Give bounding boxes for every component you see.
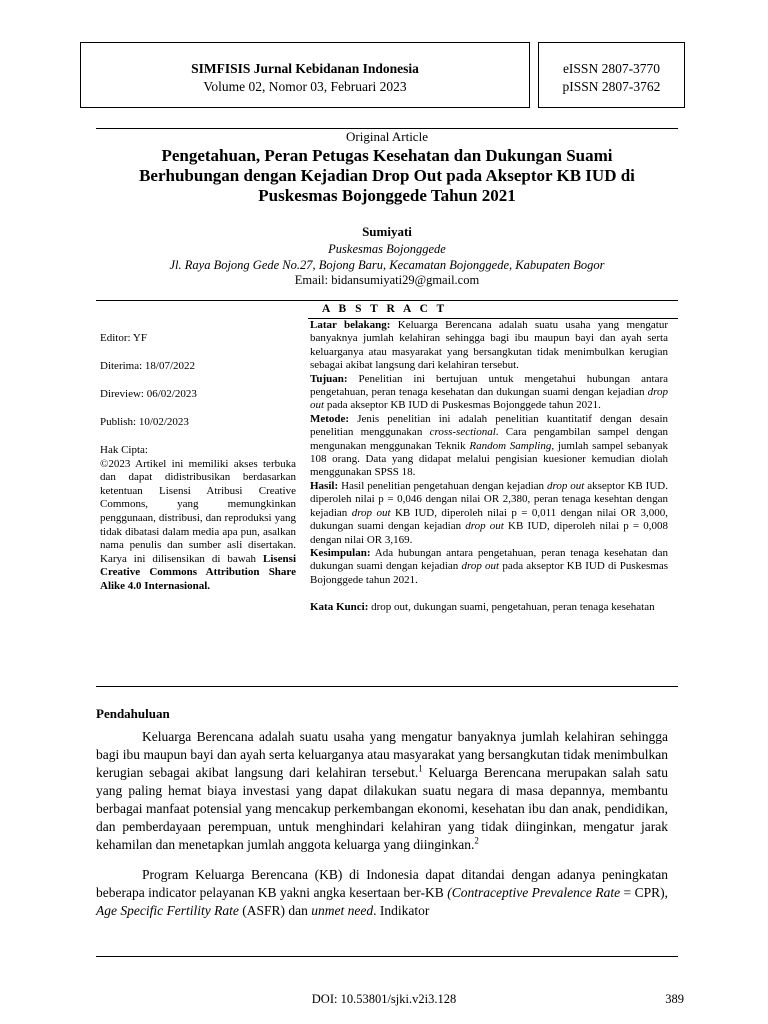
abstract-aim: Tujuan: Penelitian ini bertujuan untuk mengetahui hubungan antara pengetahuan, peran tenaga kesehatan dan dukungan suami dengan kejadian drop out pada akseptor KB IUD di Puskesmas Bojonggede tahun 2021.	[310, 372, 669, 412]
author-name: Sumiyati	[362, 224, 412, 239]
copyright-block	[100, 444, 296, 594]
intro-paragraph-1: Keluarga Berencana adalah suatu usaha yang mengatur banyaknya jumlah kelahiran sehingga bagi ibu maupun bayi dan ayah serta keluarganya atau masyarakat yang bersangkutan tidak menimbulkan kerugian sebagai akibat langsung dari kelahiran tersebut.$^1$ Keluarga Berencana merupakan salah satu yang paling hemat biaya investasi yang dapat dilakukan suatu negara di masa depannya, membantu berbagai manfaat potensial yang mencakup perkembangan ekonomi, kesehatan ibu dan anak, pendidikan, dan pemberdayaan perempuan, untuk menghindari kelahiran yang tidak diinginkan, mengatur jarak kehamilan dan menetapkan jumlah anggota keluarga yang diinginkan.$^2$	[96, 729, 668, 852]
abstract-heading: A B S T R A C T	[322, 303, 448, 315]
author-affiliation: Puskesmas Bojonggede	[328, 242, 446, 256]
footer-doi[interactable]: DOI: 10.53801/sjki.v2i3.128	[311, 992, 457, 1006]
intro-paragraph-2: Program Keluarga Berencana (KB) di Indonesia dapat ditandai dengan adanya peningkatan beberapa indicator pelayanan KB yakni angka kesertaan ber-KB (Contraceptive Prevalence Rate = CPR), Age Specific Fertility Rate (ASFR) dan unmet need. Indikator	[96, 867, 668, 918]
abstract-conclusion: Kesimpulan: Ada hubungan antara pengetahuan, peran tenaga kesehatan dan dukungan suami dengan kejadian drop out pada akseptor KB IUD di Puskesmas Bojonggede tahun 2021.	[310, 546, 669, 586]
received-date: Diterima: 18/07/2022	[100, 360, 196, 372]
copyright-text: ©2023 Artikel ini memiliki akses terbuka dan dapat didistribusikan berdasarkan ketentuan Lisensi Atribusi Creative Commons, yang memungkinkan penggunaan, distribusi, dan reproduksi yang tidak dibatasi dalam media apa pun, asalkan nama penulis dan sumber asli disertakan. Karya ini dilisensikan di bawah Lisensi Creative Commons Attribution Share Alike 4.0 Internasional.	[100, 457, 296, 592]
journal-volume: Volume 02, Nomor 03, Februari 2023	[203, 79, 407, 94]
reviewed-date: Direview: 06/02/2023	[100, 388, 197, 400]
abstract-method: Metode: Jenis penelitian ini adalah penelitian kuantitatif dengan desain penelitian menggunakan cross-sectional. Cara pengambilan sampel dengan mengunakan menggunakan Teknik Random Sampling, jumlah sampel sebanyak 108 orang. Data yang didapat melalui pengisian kuesioner kemudian diolah menggunakan SPSS 18.	[310, 412, 669, 479]
footer-rule	[96, 956, 678, 957]
author-email[interactable]: Email: bidansumiyati29@gmail.com	[294, 273, 480, 287]
journal-name: SIMFISIS Jurnal Kebidanan Indonesia	[191, 61, 419, 76]
reference-2[interactable]: 2	[474, 835, 479, 846]
editor-info: Editor: YF	[100, 332, 147, 344]
article-title: Pengetahuan, Peran Petugas Kesehatan dan Dukungan Suami Berhubungan dengan Kejadian Drop Out pada Akseptor KB IUD di Puskesmas Bojonggede Tahun 2021	[139, 146, 635, 205]
abstract-top-rule	[96, 300, 678, 301]
section-heading-introduction: Pendahuluan	[96, 706, 170, 721]
article-type: Original Article	[346, 129, 428, 144]
introduction-body	[96, 728, 668, 920]
pissn: pISSN 2807-3762	[562, 79, 661, 94]
license-name[interactable]: Lisensi Creative Commons Attribution Share Alike 4.0 Internasional.	[100, 552, 296, 592]
abstract-result: Hasil: Hasil penelitian pengetahuan dengan kejadian drop out akseptor KB IUD. diperoleh nilai p = 0,046 dengan nilai OR 2,380, peran tenaga kesehtan dengan kejadian drop out KB IUD, diperoleh nilai p = 0,011 dengan nilai OR 3,000, dukungan suami dengan kejadian drop out KB IUD, diperoleh nilai p = 0,008 dengan nilai OR 3,169.	[310, 479, 669, 546]
published-date: Publish: 10/02/2023	[100, 416, 189, 428]
abstract-bottom-rule	[96, 686, 678, 687]
copyright-label: Hak Cipta:	[100, 444, 148, 456]
journal-header-box	[80, 42, 530, 108]
issn-box	[538, 42, 685, 108]
reference-1[interactable]: 1	[418, 763, 423, 774]
page-number: 389	[665, 992, 684, 1006]
eissn: eISSN 2807-3770	[562, 61, 661, 76]
abstract-keywords: Kata Kunci: drop out, dukungan suami, pengetahuan, peran tenaga kesehatan	[310, 601, 655, 614]
author-address: Jl. Raya Bojong Gede No.27, Bojong Baru, Kecamatan Bojonggede, Kabupaten Bogor	[169, 258, 605, 272]
abstract-body	[310, 319, 668, 615]
abstract-background: Latar belakang: Keluarga Berencana adalah suatu usaha yang mengatur banyaknya jumlah kelahiran sehingga bagi ibu maupun bayi dan ayah serta keluarganya atau masyarakat yang bersangkutan tidak menimbulkan kerugian sebagai akibat langsung dari kelahiran tersebut.	[310, 319, 669, 372]
